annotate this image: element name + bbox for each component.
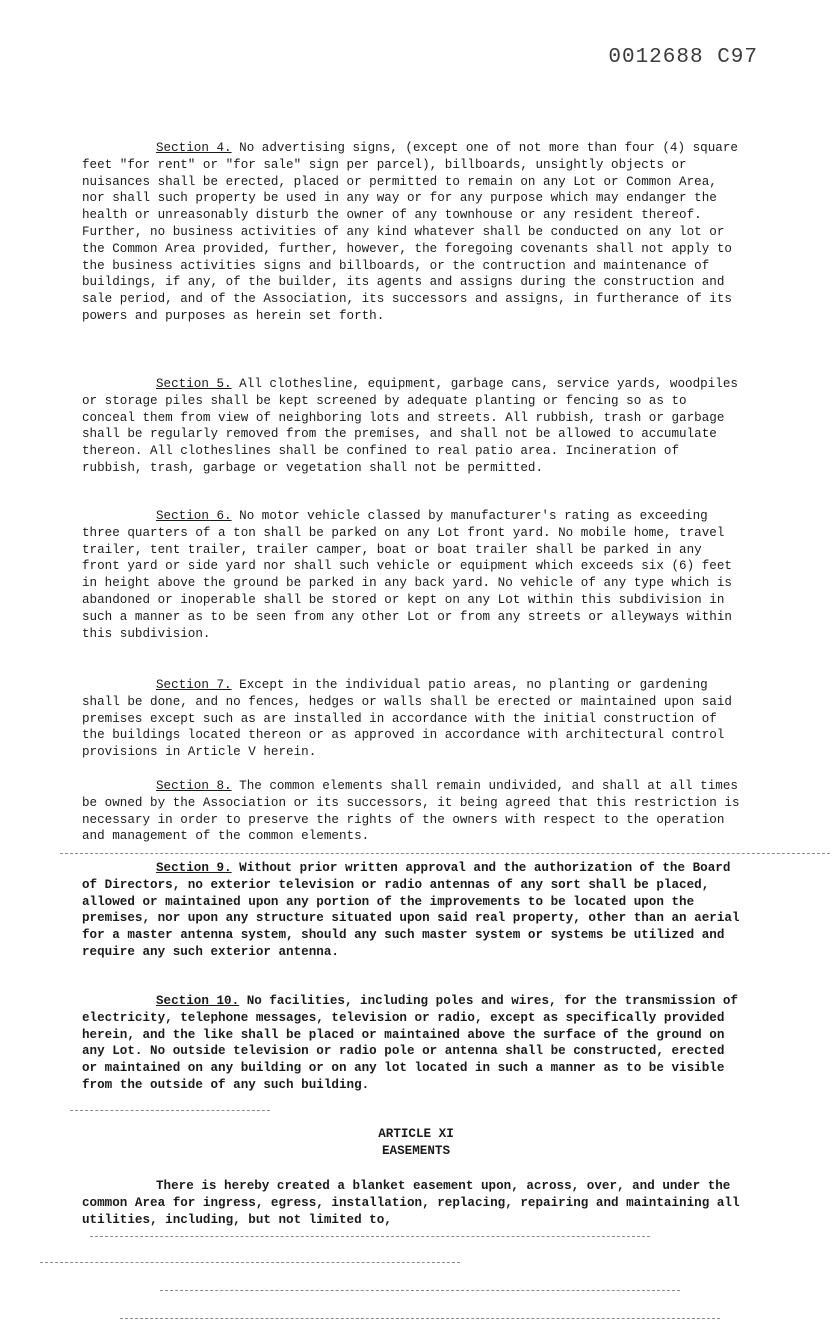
section-9-body: Without prior written approval and the authorization of the Board of Directors, no exterior television or radio antennas of any sort shall be placed, allowed or maintained upon any portion of the improvements to be located upon the premises, nor upon any structure situated upon said real property, other than an aerial for a master antenna system, should any such master system or systems be utilized and require any such exterior antenna.: [82, 861, 740, 959]
section-4-body: No advertising signs, (except one of not more than four (4) square feet "for rent" or "for sale" sign per parcel), billboards, unsightly objects or nuisances shall be erected, placed or permitted to remain on any Lot or Common Area, nor shall such property be used in any way or for any purpose which may endanger the health or unreasonably disturb the owner of any townhouse or any resident thereof. Further, no business activities of any kind whatever shall be conducted on any lot or the Common Area provided, further, however, the foregoing covenants shall not apply to the business activities signs and billboards, or the contruction and maintenance of buildings, if any, of the builder, its agents and assigns during the construction and sale period, and of the Association, its successors and assigns, in furtherance of its powers and purposes as herein set forth.: [82, 141, 738, 323]
section-10-heading: Section 10.: [156, 994, 240, 1008]
section-8-body: The common elements shall remain undivided, and shall at all times be owned by the Association or its successors, it being agreed that this restriction is necessary in order to preserve the rights of the owners with respect to the operation and management of the common elements.: [82, 779, 740, 844]
section-7-heading: Section 7.: [156, 678, 232, 692]
section-8-heading: Section 8.: [156, 779, 232, 793]
section-4-paragraph: [82, 140, 742, 325]
section-5: [82, 376, 742, 477]
scan-artifact-line: [120, 1318, 720, 1319]
scan-artifact-line: [160, 1290, 680, 1291]
section-10: [82, 993, 742, 1094]
easement-text: There is hereby created a blanket easement upon, across, over, and under the common Area for ingress, egress, installation, replacing, repairing and maintaining all utilities, including, but not limited to,: [82, 1179, 740, 1227]
article-number: ARTICLE XI: [378, 1127, 454, 1141]
easement-paragraph: [82, 1178, 742, 1228]
scan-artifact-line: [40, 1262, 460, 1263]
section-9-heading: Section 9.: [156, 861, 232, 875]
section-7: [82, 677, 742, 761]
section-9-paragraph: [82, 860, 742, 961]
scan-artifact-line: [60, 853, 830, 854]
scan-artifact-line: [90, 1236, 650, 1237]
section-4-heading: Section 4.: [156, 141, 232, 155]
section-6-heading: Section 6.: [156, 509, 232, 523]
section-6-paragraph: [82, 508, 742, 642]
section-5-paragraph: [82, 376, 742, 477]
section-5-heading: Section 5.: [156, 377, 232, 391]
section-7-paragraph: [82, 677, 742, 761]
section-9: [82, 860, 742, 961]
section-4: [82, 140, 742, 325]
section-10-body: No facilities, including poles and wires, for the transmission of electricity, telephone messages, television or radio, except as specifically provided herein, and the like shall be placed or maintained above the surface of the ground on any Lot. No outside television or radio pole or antenna shall be constructed, erected or maintained on any building or on any lot located in such a manner as to be visible from the outside of any such building.: [82, 994, 738, 1092]
section-8-paragraph: [82, 778, 742, 845]
section-7-body: Except in the individual patio areas, no planting or gardening shall be done, and no fences, hedges or walls shall be erected or maintained upon said premises except such as are installed in accordance with the initial construction of the buildings located thereon or as approved in accordance with architectural control provisions in Article V herein.: [82, 678, 732, 760]
document-number-stamp: 0012688 C97: [608, 46, 758, 69]
section-6: [82, 508, 742, 642]
section-8: [82, 778, 742, 845]
article-title: EASEMENTS: [381, 1144, 451, 1158]
section-10-paragraph: [82, 993, 742, 1094]
scan-artifact-line: [70, 1110, 270, 1111]
section-6-body: No motor vehicle classed by manufacturer's rating as exceeding three quarters of a ton shall be parked on any Lot front yard. No mobile home, travel trailer, tent trailer, trailer camper, boat or boat trailer shall be parked in any front yard or side yard nor shall such vehicle or equipment which exceeds six (6) feet in height above the ground be parked in any back yard. No vehicle of any type which is abandoned or inoperable shall be stored or kept on any Lot within this subdivision in such a manner as to be seen from any other Lot or from any streets or alleyways within this subdivision.: [82, 509, 732, 641]
section-5-body: All clothesline, equipment, garbage cans, service yards, woodpiles or storage piles shall be kept screened by adequate planting or fencing so as to conceal them from view of neighboring lots and streets. All rubbish, trash or garbage shall be regularly removed from the premises, and shall not be allowed to accumulate thereon. All clotheslines shall be confined to real patio area. Incineration of rubbish, trash, garbage or vegetation shall not be permitted.: [82, 377, 738, 475]
